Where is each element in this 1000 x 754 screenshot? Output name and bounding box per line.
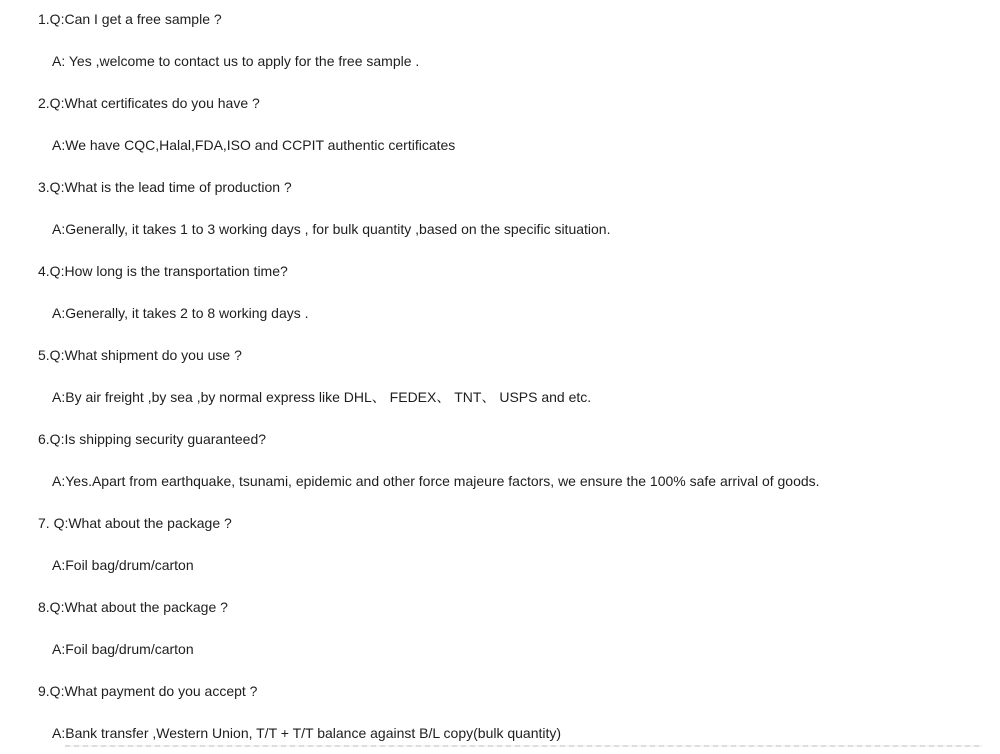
faq-item xyxy=(38,418,1000,502)
faq-answer: A:Foil bag/drum/carton xyxy=(52,641,194,657)
faq-question: 8.Q:What about the package ? xyxy=(38,599,228,615)
faq-answer: A:By air freight ,by sea ,by normal express like DHL、 FEDEX、 TNT、 USPS and etc. xyxy=(52,389,592,405)
faq-item xyxy=(38,82,1000,166)
faq-answer: A:Bank transfer ,Western Union, T/T + T/T balance against B/L copy(bulk quantity) xyxy=(52,725,562,741)
faq-question: 9.Q:What payment do you accept ? xyxy=(38,683,258,699)
faq-answer: A:Foil bag/drum/carton xyxy=(52,557,194,573)
clipped-next-line-edge xyxy=(65,745,982,747)
faq-answer: A:We have CQC,Halal,FDA,ISO and CCPIT authentic certificates xyxy=(52,137,456,153)
faq-item xyxy=(38,670,1000,754)
faq-question: 2.Q:What certificates do you have ? xyxy=(38,95,260,111)
faq-question: 3.Q:What is the lead time of production ? xyxy=(38,179,292,195)
faq-item xyxy=(38,586,1000,670)
faq-item xyxy=(38,0,1000,82)
faq-answer: A:Generally, it takes 2 to 8 working days . xyxy=(52,305,309,321)
faq-answer: A:Yes.Apart from earthquake, tsunami, epidemic and other force majeure factors, we ensure the 100% safe arrival of goods. xyxy=(52,473,820,489)
faq-item xyxy=(38,502,1000,586)
faq-question: 6.Q:Is shipping security guaranteed? xyxy=(38,431,267,447)
faq-question: 7. Q:What about the package ? xyxy=(38,515,232,531)
faq-item xyxy=(38,334,1000,418)
faq-question: 4.Q:How long is the transportation time? xyxy=(38,263,288,279)
faq-item xyxy=(38,250,1000,334)
faq-question: 5.Q:What shipment do you use ? xyxy=(38,347,242,363)
faq-question: 1.Q:Can I get a free sample ? xyxy=(38,11,222,27)
faq-item xyxy=(38,166,1000,250)
faq-answer: A:Generally, it takes 1 to 3 working days , for bulk quantity ,based on the specific situation. xyxy=(52,221,611,237)
faq-answer: A: Yes ,welcome to contact us to apply for the free sample . xyxy=(52,53,420,69)
